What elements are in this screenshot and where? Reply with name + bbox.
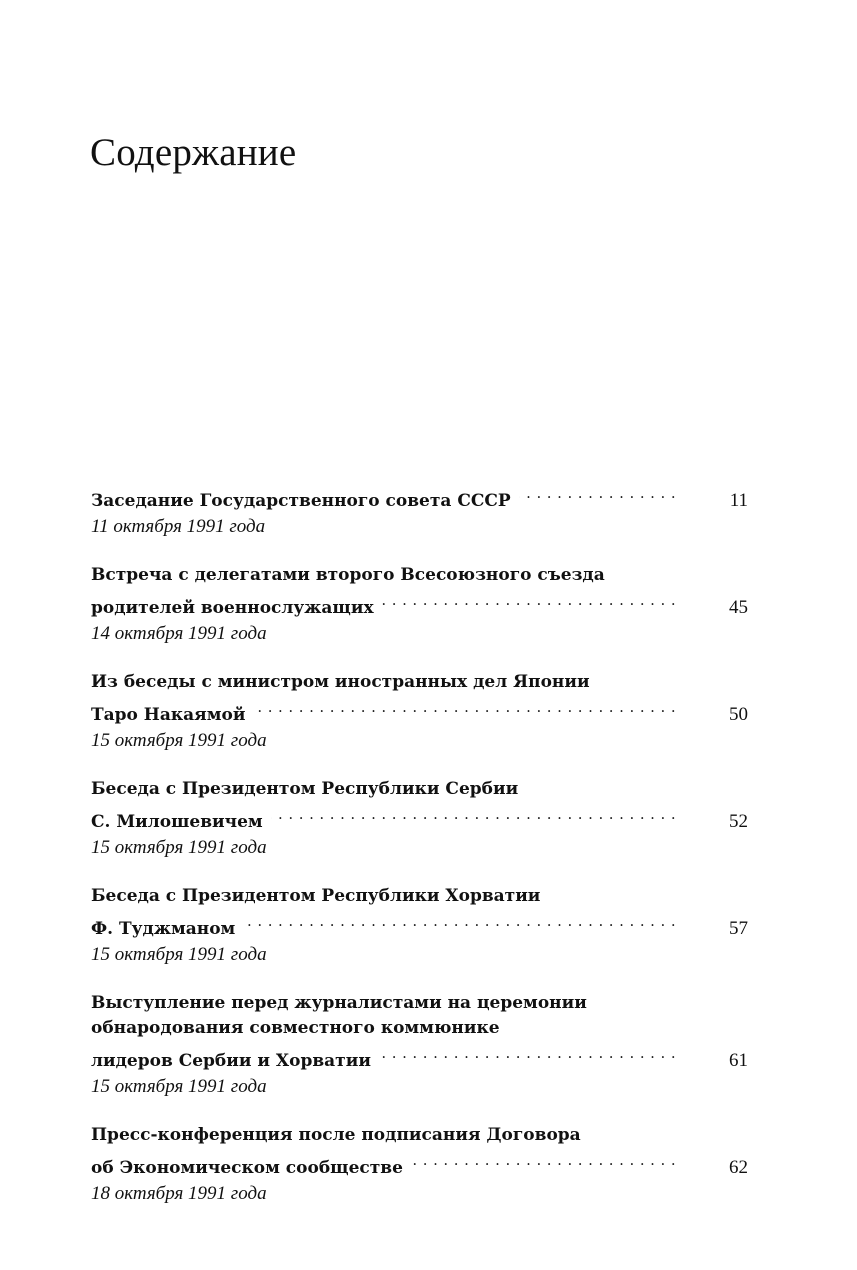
toc-entry-title-line[interactable]: Выступление перед журналистами на церемонии (91, 993, 587, 1013)
dot-leader (243, 909, 676, 934)
toc-entry-title-line[interactable]: Беседа с Президентом Республики Хорватии (91, 886, 541, 906)
toc-entry-date: 14 октября 1991 года (91, 623, 267, 644)
toc-entry-date: 18 октября 1991 года (91, 1183, 267, 1204)
dot-leader (253, 695, 676, 720)
toc-entry-date: 15 октября 1991 года (91, 944, 267, 965)
toc-entry-title-line[interactable]: обнародования совместного коммюнике (91, 1018, 500, 1038)
toc-page-number[interactable]: 57 (729, 918, 748, 939)
page-title: Содержание (90, 131, 297, 174)
toc-entry-title[interactable]: родителей военнослужащих (91, 598, 374, 618)
toc-page-number[interactable]: 61 (729, 1050, 748, 1071)
toc-entry-date: 11 октября 1991 года (91, 516, 266, 537)
toc-entry-title[interactable]: Таро Накаямой (91, 705, 246, 725)
toc-entry-title[interactable]: лидеров Сербии и Хорватии (91, 1051, 371, 1071)
toc-entry-title-line[interactable]: Пресс-конференция после подписания Договора (91, 1125, 581, 1145)
toc-entry-title-row (91, 481, 748, 514)
toc-entry (91, 1123, 748, 1206)
toc-entry-title[interactable]: С. Милошевичем (91, 812, 263, 832)
toc-entry-title-line[interactable]: Беседа с Президентом Республики Сербии (91, 779, 519, 799)
toc-entry-date: 15 октября 1991 года (91, 730, 267, 751)
dot-leader (379, 1041, 676, 1066)
toc-entry-date: 15 октября 1991 года (91, 1076, 267, 1097)
toc-entry (91, 563, 748, 646)
toc-page-number[interactable]: 62 (729, 1157, 748, 1178)
toc-entry-title[interactable]: об Экономическом сообществе (91, 1158, 403, 1178)
table-of-contents (91, 481, 748, 1230)
toc-entry-title-line[interactable]: Встреча с делегатами второго Всесоюзного съезда (91, 565, 605, 585)
toc-entry-title-row (91, 695, 748, 728)
toc-entry (91, 884, 748, 967)
toc-entry-title-row (91, 909, 748, 942)
toc-entry-date: 15 октября 1991 года (91, 837, 267, 858)
toc-entry-title-row (91, 802, 748, 835)
toc-page-number[interactable]: 11 (729, 490, 748, 511)
dot-leader (271, 802, 676, 827)
toc-entry-title-row (91, 588, 748, 621)
dot-leader (411, 1148, 676, 1173)
toc-entry-title-row (91, 1041, 748, 1074)
toc-page-number[interactable]: 45 (729, 597, 748, 618)
toc-entry (91, 481, 748, 539)
toc-entry (91, 777, 748, 860)
dot-leader (519, 481, 676, 506)
toc-page-number[interactable]: 52 (729, 811, 748, 832)
dot-leader (382, 588, 676, 613)
toc-entry-title[interactable]: Заседание Государственного совета СССР (91, 491, 511, 511)
toc-entry-title-line[interactable]: Из беседы с министром иностранных дел Японии (91, 672, 590, 692)
toc-entry (91, 991, 748, 1099)
toc-entry-title-row (91, 1148, 748, 1181)
toc-entry (91, 670, 748, 753)
toc-page-number[interactable]: 50 (729, 704, 748, 725)
toc-entry-title[interactable]: Ф. Туджманом (91, 919, 236, 939)
